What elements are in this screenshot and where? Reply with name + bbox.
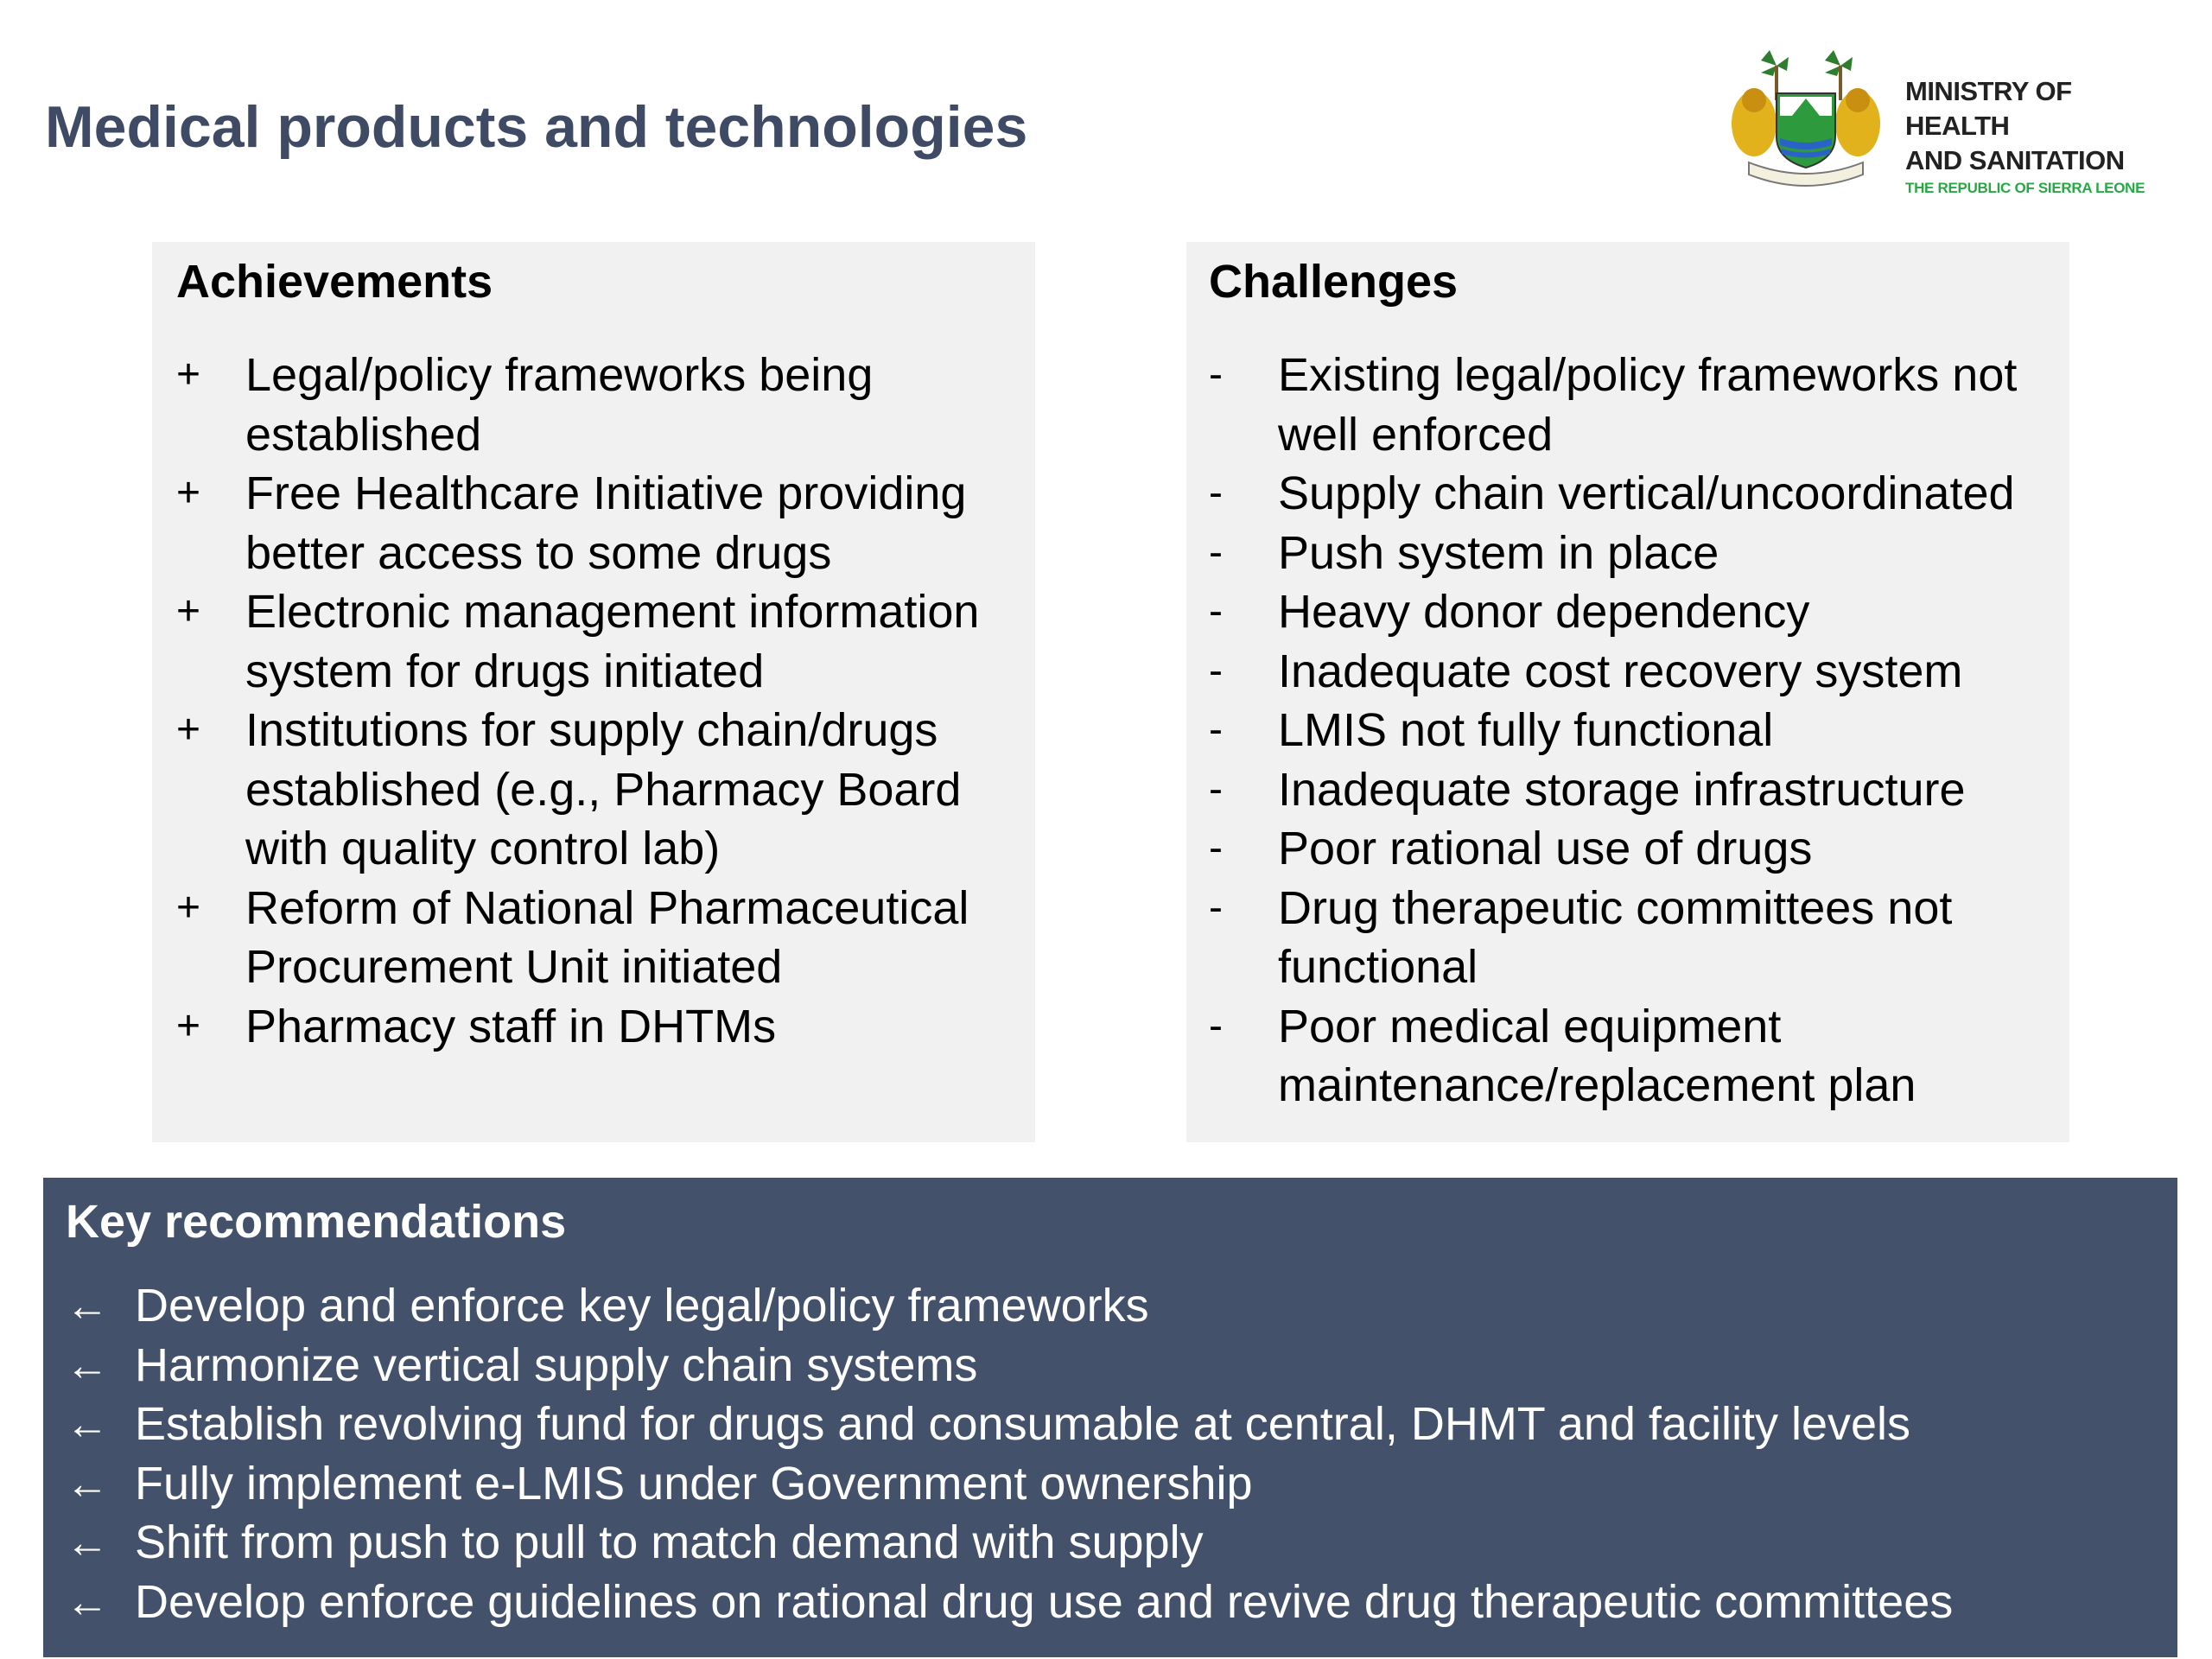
- arrow-left-icon: ←: [66, 1281, 109, 1330]
- list-item-text: Fully implement e-LMIS under Government ownership: [135, 1457, 1253, 1510]
- dash-icon: -: [1209, 529, 1223, 575]
- list-item-text: Establish revolving fund for drugs and consumable at central, DHMT and facility levels: [135, 1398, 1911, 1450]
- list-item: [176, 464, 1018, 582]
- list-item: [176, 701, 1018, 879]
- list-item: [176, 997, 1018, 1057]
- list-item: [1209, 464, 2052, 524]
- arrow-left-icon: ←: [66, 1400, 109, 1448]
- recommendations-heading: Key recommendations: [66, 1196, 567, 1248]
- recommendations-panel: [43, 1178, 2177, 1657]
- list-item-text: Free Healthcare Initiative providing better access to some drugs: [245, 467, 967, 579]
- dash-icon: -: [1209, 647, 1223, 694]
- list-item-text: Pharmacy staff in DHTMs: [245, 1000, 777, 1052]
- list-item: [66, 1276, 2155, 1336]
- achievements-list: [176, 346, 1018, 1056]
- list-item-text: Drug therapeutic committees not functional: [1278, 881, 1953, 993]
- dash-icon: -: [1209, 707, 1223, 753]
- list-item: [1209, 879, 2052, 997]
- arrow-left-icon: ←: [66, 1577, 109, 1626]
- list-item-text: Reform of National Pharmaceutical Procurement Unit initiated: [245, 881, 969, 993]
- list-item: [176, 346, 1018, 464]
- coat-of-arms-icon: [1728, 41, 1884, 188]
- logo-text: [1905, 74, 2177, 199]
- list-item-text: Institutions for supply chain/drugs established (e.g., Pharmacy Board with quality control lab): [245, 704, 962, 874]
- plus-icon: +: [176, 470, 201, 516]
- dash-icon: -: [1209, 825, 1223, 871]
- list-item: [1209, 997, 2052, 1116]
- list-item-text: Develop enforce guidelines on rational drug use and revive drug therapeutic committees: [135, 1575, 1954, 1628]
- list-item-text: Shift from push to pull to match demand with supply: [135, 1516, 1204, 1568]
- list-item-text: Existing legal/policy frameworks not well enforced: [1278, 349, 2018, 461]
- achievements-panel: [152, 242, 1035, 1142]
- list-item: [1209, 524, 2052, 583]
- list-item-text: Inadequate cost recovery system: [1278, 645, 1963, 697]
- list-item: [1209, 819, 2052, 879]
- plus-icon: +: [176, 707, 201, 753]
- logo-line-1: MINISTRY OF HEALTH: [1905, 76, 2072, 141]
- list-item: [1209, 701, 2052, 760]
- list-item-text: Poor rational use of drugs: [1278, 823, 1813, 874]
- arrow-left-icon: ←: [66, 1518, 109, 1567]
- dash-icon: -: [1209, 470, 1223, 516]
- list-item-text: Supply chain vertical/uncoordinated: [1278, 467, 2015, 519]
- list-item-text: Inadequate storage infrastructure: [1278, 763, 1966, 816]
- dash-icon: -: [1209, 766, 1223, 812]
- list-item-text: LMIS not fully functional: [1278, 704, 1774, 756]
- list-item-text: Poor medical equipment maintenance/replacement plan: [1278, 1000, 1916, 1111]
- list-item: [66, 1336, 2155, 1395]
- list-item: [66, 1573, 2155, 1632]
- dash-icon: -: [1209, 352, 1223, 397]
- list-item: [176, 582, 1018, 701]
- logo-line-3: THE REPUBLIC OF SIERRA LEONE: [1905, 180, 2145, 196]
- dash-icon: -: [1209, 1002, 1223, 1049]
- plus-icon: +: [176, 1002, 201, 1049]
- challenges-list: [1209, 346, 2052, 1116]
- list-item: [66, 1513, 2155, 1573]
- challenges-heading: Challenges: [1209, 256, 1459, 308]
- arrow-left-icon: ←: [66, 1340, 109, 1389]
- list-item-text: Legal/policy frameworks being established: [245, 349, 874, 461]
- list-item-text: Heavy donor dependency: [1278, 586, 1810, 638]
- plus-icon: +: [176, 352, 201, 397]
- recommendations-list: [66, 1276, 2155, 1631]
- list-item: [1209, 582, 2052, 642]
- list-item-text: Electronic management information system for drugs initiated: [245, 586, 980, 697]
- arrow-left-icon: ←: [66, 1459, 109, 1508]
- list-item: [66, 1454, 2155, 1514]
- achievements-heading: Achievements: [176, 256, 493, 308]
- list-item: [1209, 346, 2052, 464]
- logo-line-2: AND SANITATION: [1905, 145, 2125, 175]
- ministry-logo: [1728, 41, 2177, 196]
- plus-icon: +: [176, 588, 201, 634]
- list-item: [66, 1395, 2155, 1454]
- page-title: Medical products and technologies: [45, 94, 1028, 160]
- list-item-text: Harmonize vertical supply chain systems: [135, 1338, 978, 1391]
- list-item: [1209, 642, 2052, 702]
- challenges-panel: [1186, 242, 2069, 1142]
- list-item-text: Develop and enforce key legal/policy frameworks: [135, 1280, 1149, 1332]
- plus-icon: +: [176, 884, 201, 931]
- list-item: [1209, 760, 2052, 820]
- list-item-text: Push system in place: [1278, 526, 1719, 579]
- dash-icon: -: [1209, 884, 1223, 931]
- list-item: [176, 879, 1018, 997]
- dash-icon: -: [1209, 588, 1223, 634]
